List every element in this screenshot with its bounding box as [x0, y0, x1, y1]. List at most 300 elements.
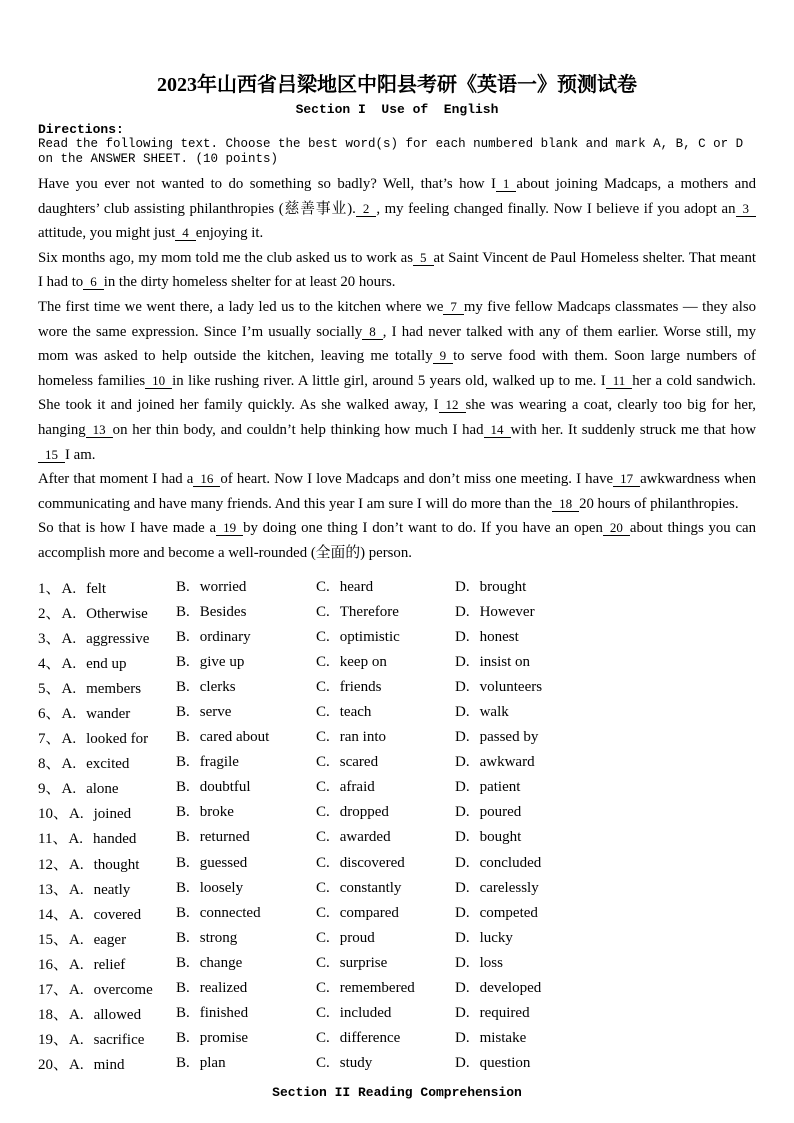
- cloze-blank: 4: [175, 226, 196, 241]
- question-row: [38, 851, 756, 876]
- cloze-blank: 2: [356, 202, 377, 217]
- option-letter: A.: [69, 806, 84, 823]
- section-1-heading: Section I Use of English: [295, 102, 499, 117]
- option-cell: [455, 1030, 756, 1047]
- option-letter: D.: [455, 829, 470, 846]
- option-letter: B.: [176, 879, 190, 896]
- option-text: members: [86, 680, 142, 697]
- option-cell: [316, 654, 455, 671]
- question-row: [38, 1001, 756, 1026]
- option-text: included: [339, 1005, 392, 1022]
- option-cell: [176, 679, 316, 696]
- option-letter: A.: [61, 630, 77, 647]
- option-letter: C.: [316, 578, 330, 595]
- option-text: mind: [93, 1057, 125, 1074]
- option-cell: [38, 802, 176, 823]
- option-cell: [176, 980, 316, 997]
- question-row: [38, 951, 756, 976]
- option-letter: D.: [455, 929, 470, 946]
- directions-label: Directions:: [38, 122, 124, 137]
- option-cell: [176, 754, 316, 771]
- option-text: mistake: [479, 1030, 527, 1047]
- option-letter: C.: [316, 603, 330, 620]
- option-cell: [176, 729, 316, 746]
- option-cell: [316, 629, 455, 646]
- option-letter: B.: [176, 603, 190, 620]
- option-letter: B.: [176, 1055, 190, 1072]
- option-text: loss: [479, 954, 503, 971]
- cloze-blank: 9: [433, 349, 454, 364]
- option-letter: D.: [455, 754, 470, 771]
- option-text: question: [479, 1055, 531, 1072]
- cloze-blank: 1: [496, 177, 517, 192]
- option-letter: B.: [176, 829, 190, 846]
- option-cell: [38, 602, 176, 623]
- option-cell: [316, 679, 455, 696]
- option-letter: A.: [61, 605, 77, 622]
- option-text: patient: [479, 779, 521, 796]
- option-cell: [38, 1028, 176, 1049]
- question-number: 20、: [38, 1057, 69, 1074]
- option-letter: D.: [455, 653, 470, 670]
- option-cell: [38, 752, 176, 773]
- cloze-blank: 17: [613, 472, 640, 487]
- question-number: 2、: [38, 605, 61, 622]
- option-text: thought: [93, 856, 140, 873]
- question-number: 13、: [38, 881, 69, 898]
- question-number: 6、: [38, 706, 61, 723]
- option-letter: C.: [316, 879, 330, 896]
- option-cell: [455, 1005, 756, 1022]
- option-cell: [455, 779, 756, 796]
- option-text: loosely: [199, 879, 244, 896]
- option-cell: [455, 1055, 756, 1072]
- option-text: plan: [199, 1055, 226, 1072]
- option-cell: [455, 905, 756, 922]
- option-text: difference: [339, 1030, 401, 1047]
- option-text: teach: [339, 704, 372, 721]
- option-cell: [455, 829, 756, 846]
- option-letter: D.: [455, 1030, 470, 1047]
- option-text: discovered: [339, 854, 405, 871]
- option-text: felt: [86, 580, 107, 597]
- cloze-blank: 7: [443, 300, 464, 315]
- option-cell: [38, 1003, 176, 1024]
- question-number: 10、: [38, 806, 69, 823]
- option-text: scared: [339, 754, 379, 771]
- option-cell: [176, 654, 316, 671]
- option-cell: [316, 955, 455, 972]
- option-text: Otherwise: [86, 605, 148, 622]
- option-letter: B.: [176, 1030, 190, 1047]
- option-cell: [176, 704, 316, 721]
- option-text: Besides: [199, 603, 247, 620]
- option-text: promise: [199, 1030, 249, 1047]
- option-text: give up: [199, 653, 245, 670]
- option-cell: [176, 1055, 316, 1072]
- passage-paragraph: The first time we went there, a lady led us to the kitchen where we 7 my five fellow Madcaps classmates — they also wore the same expression. Since I’m usually socially 8 , I had never talked with any of them earlier. Worse still, my mom was asked to help outside the kitchen, leaving me totally 9 to serve food with them. Soon large numbers of homeless families 10 in like rushing river. A little girl, around 5 years old, walked up to me. I 11 her a cold sandwich. She took it and joined her family quickly. As she walked away, I 12 she was wearing a coat, clearly too big for her, hanging 13 on her thin body, and couldn’t help thinking how much I had 14 with her. It suddenly struck me that how15 I am.: [38, 298, 757, 463]
- option-cell: [38, 853, 176, 874]
- option-letter: A.: [61, 731, 77, 748]
- option-letter: B.: [176, 628, 190, 645]
- cloze-blank: 16: [193, 472, 220, 487]
- option-text: required: [479, 1005, 530, 1022]
- option-text: heard: [339, 578, 374, 595]
- option-text: handed: [93, 831, 137, 848]
- option-letter: C.: [316, 854, 330, 871]
- option-text: returned: [199, 829, 250, 846]
- option-cell: [316, 829, 455, 846]
- option-text: doubtful: [199, 779, 251, 796]
- cloze-blank: 8: [362, 325, 383, 340]
- option-text: constantly: [339, 879, 402, 896]
- option-cell: [176, 829, 316, 846]
- question-number: 19、: [38, 1032, 69, 1049]
- option-letter: B.: [176, 578, 190, 595]
- option-letter: A.: [69, 856, 84, 873]
- option-cell: [455, 930, 756, 947]
- option-letter: D.: [455, 779, 470, 796]
- option-letter: D.: [455, 729, 470, 746]
- question-number: 4、: [38, 655, 61, 672]
- option-text: neatly: [93, 881, 131, 898]
- option-cell: [38, 1053, 176, 1074]
- question-row: [38, 675, 756, 700]
- question-number: 16、: [38, 956, 69, 973]
- option-letter: D.: [455, 628, 470, 645]
- option-text: overcome: [93, 982, 153, 999]
- passage-paragraph: Have you ever not wanted to do something so badly? Well, that’s how I 1 about joining Madcaps, a mothers and daughters’ club assisting philanthropies (慈善事业). 2 , my feeling changed finally. Now I believe if you adopt an 3attitude, you might just 4 enjoying it.: [38, 176, 756, 242]
- option-letter: D.: [455, 904, 470, 921]
- option-letter: C.: [316, 1030, 330, 1047]
- option-text: insist on: [479, 653, 531, 670]
- option-cell: [455, 804, 756, 821]
- option-letter: B.: [176, 678, 190, 695]
- option-text: afraid: [339, 779, 375, 796]
- question-number: 1、: [38, 580, 61, 597]
- option-text: Therefore: [339, 603, 399, 620]
- option-letter: D.: [455, 704, 470, 721]
- option-text: broke: [199, 804, 234, 821]
- option-letter: A.: [69, 931, 84, 948]
- option-cell: [38, 928, 176, 949]
- option-letter: A.: [69, 881, 84, 898]
- option-letter: A.: [69, 1032, 84, 1049]
- option-letter: A.: [69, 982, 84, 999]
- option-letter: B.: [176, 1005, 190, 1022]
- option-text: serve: [199, 704, 232, 721]
- option-cell: [38, 878, 176, 899]
- option-cell: [176, 905, 316, 922]
- page-title: 2023年山西省吕梁地区中阳县考研《英语一》预测试卷: [157, 74, 637, 96]
- cloze-passage: [38, 172, 756, 566]
- option-text: surprise: [339, 954, 388, 971]
- option-cell: [176, 955, 316, 972]
- question-row: [38, 775, 756, 800]
- option-text: awarded: [339, 829, 391, 846]
- option-cell: [176, 579, 316, 596]
- cloze-blank: 10: [145, 374, 172, 389]
- option-cell: [316, 754, 455, 771]
- option-text: concluded: [479, 854, 542, 871]
- question-row: [38, 725, 756, 750]
- cloze-blank: 14: [484, 423, 511, 438]
- option-text: compared: [339, 904, 399, 921]
- option-text: friends: [339, 678, 382, 695]
- question-number: 14、: [38, 906, 69, 923]
- option-letter: B.: [176, 980, 190, 997]
- option-text: walk: [479, 704, 509, 721]
- option-cell: [455, 754, 756, 771]
- question-row: [38, 876, 756, 901]
- question-number: 12、: [38, 856, 69, 873]
- option-cell: [455, 579, 756, 596]
- question-row: [38, 625, 756, 650]
- question-row: [38, 976, 756, 1001]
- cloze-blank: 20: [603, 521, 630, 536]
- option-cell: [455, 980, 756, 997]
- option-letter: A.: [61, 680, 77, 697]
- option-text: sacrifice: [93, 1032, 145, 1049]
- option-cell: [38, 652, 176, 673]
- option-letter: A.: [61, 655, 77, 672]
- option-cell: [38, 903, 176, 924]
- option-cell: [176, 1030, 316, 1047]
- question-row: [38, 600, 756, 625]
- option-cell: [176, 880, 316, 897]
- option-cell: [316, 905, 455, 922]
- option-letter: D.: [455, 1055, 470, 1072]
- option-letter: B.: [176, 954, 190, 971]
- option-cell: [176, 1005, 316, 1022]
- option-letter: A.: [69, 906, 84, 923]
- option-cell: [38, 777, 176, 798]
- option-cell: [455, 654, 756, 671]
- option-text: clerks: [199, 678, 236, 695]
- directions-text: Read the following text. Choose the best word(s) for each numbered blank and mark A, B, C or D on the ANSWER SHEET. (10 points): [38, 137, 744, 166]
- option-cell: [38, 677, 176, 698]
- question-row: [38, 1051, 756, 1076]
- option-cell: [38, 953, 176, 974]
- option-text: realized: [199, 980, 248, 997]
- option-cell: [38, 702, 176, 723]
- option-letter: D.: [455, 980, 470, 997]
- question-row: [38, 750, 756, 775]
- option-cell: [316, 1055, 455, 1072]
- option-text: covered: [93, 906, 142, 923]
- cloze-blank: 13: [86, 423, 113, 438]
- option-cell: [316, 1005, 455, 1022]
- option-text: passed by: [479, 729, 539, 746]
- option-text: developed: [479, 980, 542, 997]
- option-text: finished: [199, 1005, 249, 1022]
- question-row: [38, 901, 756, 926]
- option-text: relief: [93, 956, 126, 973]
- option-text: alone: [86, 781, 119, 798]
- option-cell: [455, 704, 756, 721]
- question-number: 15、: [38, 931, 69, 948]
- cloze-blank: 6: [83, 275, 104, 290]
- option-letter: A.: [61, 781, 77, 798]
- option-cell: [316, 604, 455, 621]
- option-letter: C.: [316, 954, 330, 971]
- question-row: [38, 825, 756, 850]
- option-letter: B.: [176, 729, 190, 746]
- option-text: awkward: [479, 754, 535, 771]
- option-text: guessed: [199, 854, 248, 871]
- option-text: honest: [479, 628, 519, 645]
- option-letter: B.: [176, 904, 190, 921]
- option-letter: C.: [316, 754, 330, 771]
- option-cell: [316, 855, 455, 872]
- option-letter: D.: [455, 854, 470, 871]
- option-text: poured: [479, 804, 522, 821]
- option-text: cared about: [199, 729, 270, 746]
- passage-paragraph: After that moment I had a 16 of heart. Now I love Madcaps and don’t miss one meeting. I have 17 awkwardness when communicating and have many friends. And this year I am sure I will do more than the 18 20 hours of philanthropies.: [38, 471, 756, 512]
- option-text: worried: [199, 578, 247, 595]
- option-text: eager: [93, 931, 127, 948]
- question-row: [38, 926, 756, 951]
- cloze-blank: 12: [439, 398, 466, 413]
- option-text: change: [199, 954, 243, 971]
- option-cell: [316, 880, 455, 897]
- question-number: 8、: [38, 756, 61, 773]
- passage-paragraph: So that is how I have made a 19 by doing one thing I don’t want to do. If you have an open 20 about things you can accomplish more and become a well-rounded (全面的) person.: [38, 520, 756, 561]
- option-cell: [455, 629, 756, 646]
- option-cell: [176, 855, 316, 872]
- option-text: volunteers: [479, 678, 543, 695]
- option-cell: [316, 1030, 455, 1047]
- option-text: wander: [86, 706, 131, 723]
- option-text: competed: [479, 904, 538, 921]
- option-cell: [316, 804, 455, 821]
- option-letter: C.: [316, 704, 330, 721]
- option-letter: C.: [316, 829, 330, 846]
- option-letter: D.: [455, 678, 470, 695]
- option-letter: C.: [316, 804, 330, 821]
- option-letter: C.: [316, 1055, 330, 1072]
- option-letter: B.: [176, 854, 190, 871]
- passage-paragraph: Six months ago, my mom told me the club asked us to work as 5 at Saint Vincent de Paul Homeless shelter. That meant I had to 6 in the dirty homeless shelter for at least 20 hours.: [38, 249, 756, 291]
- option-letter: B.: [176, 804, 190, 821]
- option-text: carelessly: [479, 879, 539, 896]
- option-cell: [455, 955, 756, 972]
- option-text: allowed: [93, 1007, 142, 1024]
- question-list: [38, 575, 756, 1077]
- question-number: 7、: [38, 731, 61, 748]
- option-cell: [176, 804, 316, 821]
- option-cell: [316, 579, 455, 596]
- cloze-blank: 11: [606, 374, 633, 389]
- option-text: keep on: [339, 653, 387, 670]
- option-text: proud: [339, 929, 375, 946]
- option-cell: [455, 880, 756, 897]
- option-letter: A.: [61, 580, 77, 597]
- option-letter: A.: [61, 756, 77, 773]
- option-cell: [176, 779, 316, 796]
- option-text: ran into: [339, 729, 387, 746]
- option-cell: [38, 827, 176, 848]
- cloze-blank: 15: [38, 448, 65, 463]
- option-text: connected: [199, 904, 261, 921]
- option-text: aggressive: [86, 630, 150, 647]
- option-cell: [316, 930, 455, 947]
- option-letter: D.: [455, 954, 470, 971]
- option-letter: D.: [455, 879, 470, 896]
- option-letter: C.: [316, 980, 330, 997]
- question-number: 11、: [38, 831, 68, 848]
- option-cell: [38, 727, 176, 748]
- option-text: joined: [93, 806, 132, 823]
- question-number: 5、: [38, 680, 61, 697]
- option-text: remembered: [339, 980, 415, 997]
- option-cell: [455, 855, 756, 872]
- option-letter: C.: [316, 779, 330, 796]
- question-row: [38, 700, 756, 725]
- option-letter: D.: [455, 578, 470, 595]
- option-letter: D.: [455, 1005, 470, 1022]
- option-letter: C.: [316, 929, 330, 946]
- option-letter: B.: [176, 704, 190, 721]
- option-letter: B.: [176, 929, 190, 946]
- cloze-blank: 18: [552, 497, 579, 512]
- option-text: strong: [199, 929, 238, 946]
- question-number: 17、: [38, 982, 69, 999]
- option-cell: [316, 980, 455, 997]
- option-letter: C.: [316, 729, 330, 746]
- option-letter: C.: [316, 653, 330, 670]
- option-cell: [38, 978, 176, 999]
- cloze-blank: 3: [736, 202, 757, 217]
- option-cell: [38, 627, 176, 648]
- option-cell: [176, 629, 316, 646]
- option-cell: [176, 604, 316, 621]
- option-cell: [316, 779, 455, 796]
- option-letter: B.: [176, 653, 190, 670]
- option-letter: B.: [176, 754, 190, 771]
- question-number: 3、: [38, 630, 61, 647]
- option-letter: B.: [176, 779, 190, 796]
- question-row: [38, 575, 756, 600]
- option-text: lucky: [479, 929, 513, 946]
- section-2-heading: Section II Reading Comprehension: [272, 1085, 522, 1101]
- option-text: bought: [479, 829, 522, 846]
- option-text: dropped: [339, 804, 389, 821]
- option-cell: [455, 604, 756, 621]
- option-text: excited: [86, 756, 130, 773]
- option-cell: [455, 679, 756, 696]
- cloze-blank: 19: [216, 521, 243, 536]
- option-cell: [38, 577, 176, 598]
- option-text: end up: [86, 655, 127, 672]
- option-letter: C.: [316, 628, 330, 645]
- option-cell: [455, 729, 756, 746]
- option-text: fragile: [199, 754, 239, 771]
- option-text: looked for: [86, 731, 149, 748]
- option-letter: A.: [69, 1057, 84, 1074]
- question-row: [38, 1026, 756, 1051]
- option-text: optimistic: [339, 628, 400, 645]
- option-letter: A.: [68, 831, 84, 848]
- cloze-blank: 5: [413, 251, 434, 266]
- question-number: 18、: [38, 1007, 69, 1024]
- option-letter: A.: [69, 1007, 84, 1024]
- option-cell: [176, 930, 316, 947]
- option-letter: C.: [316, 678, 330, 695]
- option-text: However: [479, 603, 535, 620]
- question-number: 9、: [38, 781, 61, 798]
- option-text: brought: [479, 578, 527, 595]
